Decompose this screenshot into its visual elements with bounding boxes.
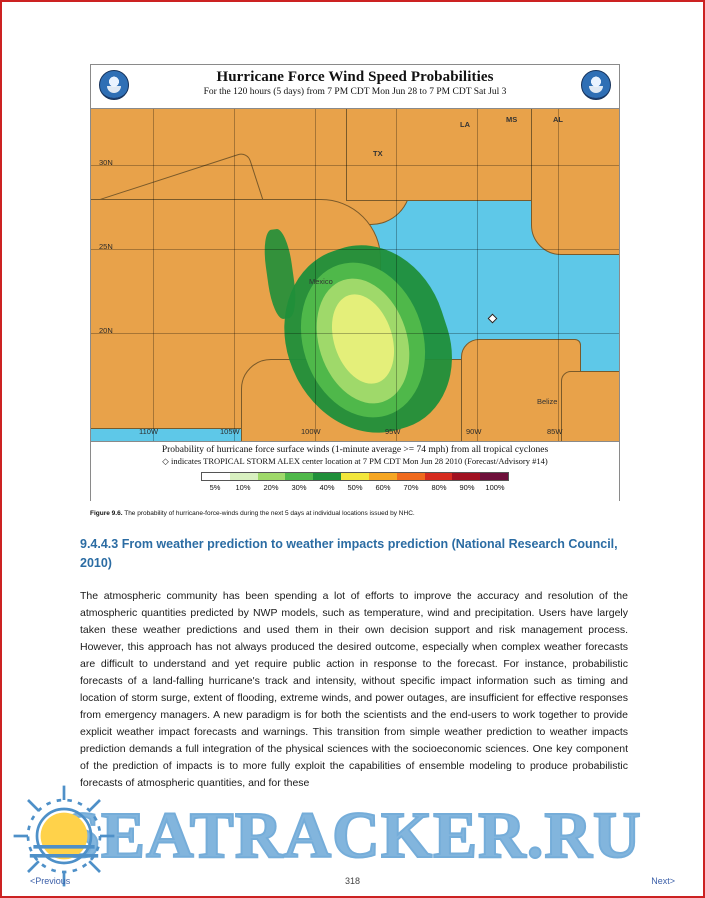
figure-caption bbox=[90, 510, 620, 518]
graticule-lon-95w bbox=[396, 109, 397, 441]
map-lat-label-20n: 20N bbox=[99, 326, 113, 335]
figure-hurricane-wind-probabilities bbox=[90, 64, 620, 501]
land-usa-southeast bbox=[531, 109, 619, 255]
sun-logo-icon bbox=[10, 782, 118, 890]
figure-footer-line1: Probability of hurricane force surface winds (1-minute average >= 74 mph) from all tropical cyclones bbox=[161, 445, 549, 455]
map-lon-label-110w: 110W bbox=[139, 427, 159, 436]
land-belize-guatemala bbox=[561, 371, 619, 441]
section-body-text: The atmospheric community has been spending a lot of efforts to improve the accuracy and resolution of the atmospheric quantities predicted by NWP models, such as temperature, wind and precipitation. Users have largely taken these weather predictions and used them in their own decision support and risk management process. However, this approach has not always produced the desired outcome, especially when complex weather forecasts are difficult to understand and yet require public action in response to the forecast. For instance, probabilistic forecasts of a land-falling hurricane's track and intensity, without specific impact information such as timing and location of storm surge, extent of flooding, extreme winds, and power outages, are insufficient for effective responses from emergency managers. A new paradigm is for both the scientists and the end-users to work together to provide explicit weather impact forecasts and warnings. This transition from simple weather prediction to weather impacts prediction demands a full integration of the physical sciences with the socioeconomic sciences. One key component of the prediction of impacts is to more fully exploit the capabilities of ensemble modeling to produce probabilistic forecasts of atmospheric quantities, and for these bbox=[80, 590, 628, 789]
map-lon-label-100w: 100W bbox=[301, 427, 321, 436]
colorbar-tick-1: 10% bbox=[235, 483, 251, 492]
map-lat-label-30n: 30N bbox=[99, 158, 113, 167]
next-page-link[interactable]: Next> bbox=[651, 876, 675, 886]
colorbar-tick-4: 40% bbox=[319, 483, 335, 492]
colorbar-tick-5: 50% bbox=[347, 483, 363, 492]
colorbar-tick-10: 100% bbox=[485, 483, 505, 492]
figure-footer-line2: ◇ indicates TROPICAL STORM ALEX center location at 7 PM CDT Mon Jun 28 2010 (Forecast/Advisory #14) bbox=[162, 456, 548, 466]
figure-caption-text: The probability of hurricane-force-winds during the next 5 days at individual locations issued by NHC. bbox=[124, 510, 415, 517]
graticule-lon-110w bbox=[153, 109, 154, 441]
figure-header bbox=[91, 65, 619, 109]
colorbar-tick-8: 80% bbox=[431, 483, 447, 492]
figure-caption-label: Figure 9.6. bbox=[90, 510, 123, 517]
figure-title: Hurricane Force Wind Speed Probabilities bbox=[216, 69, 494, 85]
graticule-lon-105w bbox=[234, 109, 235, 441]
map-label-tx: TX bbox=[373, 149, 383, 158]
watermark-text: SEATRACKER.RU bbox=[63, 799, 642, 872]
nws-logo-icon bbox=[581, 70, 611, 100]
map-lon-label-95w: 95W bbox=[385, 427, 401, 436]
graticule-lat-30n bbox=[91, 165, 619, 166]
colorbar-tick-7: 70% bbox=[403, 483, 419, 492]
figure-subtitle: For the 120 hours (5 days) from 7 PM CDT Mon Jun 28 to 7 PM CDT Sat Jul 3 bbox=[203, 87, 507, 97]
graticule-lat-25n bbox=[91, 249, 619, 250]
page-number: 318 bbox=[344, 876, 361, 886]
graticule-lon-100w bbox=[315, 109, 316, 441]
section-heading: 9.4.4.3 From weather prediction to weather impacts prediction (National Research Council, 2010) bbox=[80, 537, 618, 570]
figure-footer bbox=[91, 441, 619, 501]
graticule-lon-90w bbox=[477, 109, 478, 441]
storm-center-marker bbox=[488, 314, 498, 324]
colorbar-tick-6: 60% bbox=[375, 483, 391, 492]
map-lon-label-90w: 90W bbox=[466, 427, 482, 436]
colorbar-tick-2: 20% bbox=[263, 483, 279, 492]
map-lon-label-105w: 105W bbox=[220, 427, 240, 436]
colorbar-tick-0: 5% bbox=[209, 483, 221, 492]
graticule-lat-20n bbox=[91, 333, 619, 334]
colorbar-tick-3: 30% bbox=[291, 483, 307, 492]
map-label-belize: Belize bbox=[537, 397, 558, 406]
map-canvas bbox=[91, 109, 619, 441]
map-label-mexico: Mexico bbox=[309, 277, 333, 286]
map-label-la: LA bbox=[460, 120, 470, 129]
colorbar-tick-labels bbox=[201, 483, 509, 495]
map-lon-label-85w: 85W bbox=[547, 427, 563, 436]
probability-colorbar bbox=[201, 472, 509, 481]
colorbar-tick-9: 90% bbox=[459, 483, 475, 492]
map-lat-label-25n: 25N bbox=[99, 242, 113, 251]
noaa-logo-icon bbox=[99, 70, 129, 100]
graticule-lon-85w bbox=[558, 109, 559, 441]
map-label-ms: MS bbox=[506, 115, 518, 124]
previous-page-link[interactable]: <Previous bbox=[30, 876, 71, 886]
map-label-al: AL bbox=[553, 115, 563, 124]
